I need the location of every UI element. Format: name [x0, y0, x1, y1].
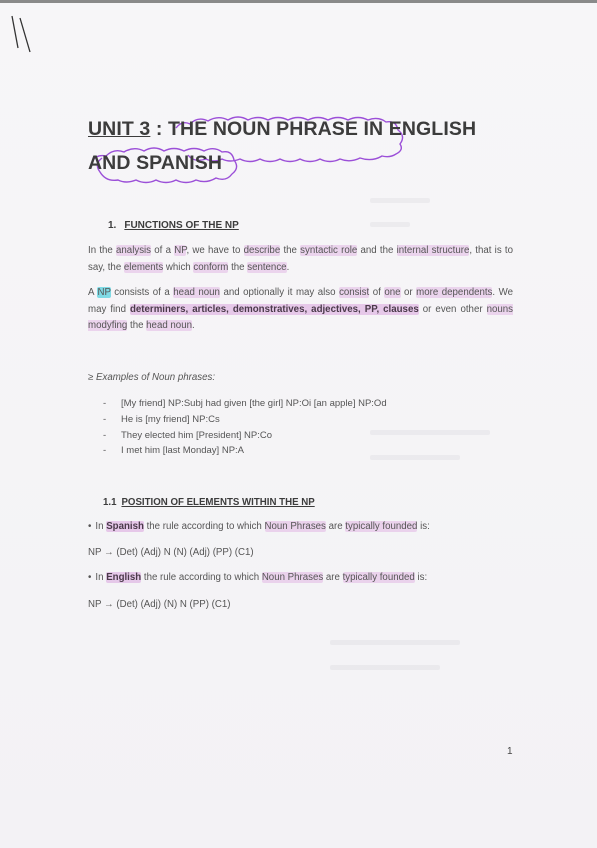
highlight-nouns-modifying: nouns modyfing [88, 303, 514, 331]
text-run: . [286, 261, 290, 273]
spanish-formula: NP → (Det) (Adj) N (N) (Adj) (PP) (C1) [88, 547, 254, 558]
english-formula: NP → (Det) (Adj) (N) N (PP) (C1) [88, 599, 231, 610]
highlight-np: NP [174, 245, 187, 256]
title-colon: : [150, 118, 168, 140]
text-run: . [191, 320, 195, 331]
text-run: In the [88, 245, 117, 256]
text-run: A [88, 287, 98, 298]
highlight-english: English [106, 572, 142, 583]
text-run: are [323, 572, 343, 583]
list-item [103, 412, 387, 428]
section-title: FUNCTIONS OF THE NP [124, 220, 239, 231]
text-run: the [127, 320, 147, 331]
text-run: are [325, 521, 346, 532]
unit-number: UNIT 3 [88, 118, 151, 140]
bullet-icon: • [88, 521, 92, 532]
text-run: of a [151, 245, 175, 256]
text-run: of [369, 287, 385, 298]
bleed-through-mark [370, 430, 490, 435]
text-run: and the [357, 245, 397, 256]
text-run: . We may find [88, 287, 513, 315]
text-run: and optionally it may also [219, 287, 340, 298]
highlight-analysis: analysis [116, 245, 152, 256]
highlight-sentence: sentence [247, 261, 287, 273]
highlight-consist: consist [339, 287, 370, 298]
highlight-noun-phrases: Noun Phrases [261, 572, 324, 583]
subsection-title: POSITION OF ELEMENTS WITHIN THE NP [121, 497, 315, 508]
section-number: 1. [108, 220, 117, 231]
text-run: , that is to say, the [88, 245, 513, 273]
examples-heading: ≥ Examples of Noun phrases: [88, 372, 216, 383]
highlight-conform: conform [193, 261, 229, 273]
highlight-one: one [384, 287, 401, 298]
pen-mark-icon [8, 12, 38, 54]
list-item [103, 396, 387, 412]
text-run: which [163, 261, 194, 273]
list-item [103, 428, 387, 444]
bleed-through-mark [330, 665, 440, 670]
subsection-number: 1.1 [103, 497, 117, 508]
highlight-noun-phrases: Noun Phrases [264, 521, 326, 532]
paragraph-np-definition [88, 285, 513, 335]
text-run: or even other [418, 303, 487, 315]
highlight-spanish: Spanish [106, 521, 144, 532]
example-text: They elected him [President] NP:Co [121, 429, 273, 441]
text-run: the [280, 245, 301, 256]
text-run: , we have to [186, 245, 244, 256]
title-line-2: AND SPANISH [88, 152, 223, 174]
dash-bullet: - [103, 445, 107, 457]
bullet-icon: • [88, 572, 92, 583]
highlight-np-cyan: NP [97, 287, 111, 298]
text-run: or [400, 287, 417, 298]
text-run: the rule according to which [141, 572, 262, 583]
bleed-through-mark [370, 222, 410, 227]
highlight-syntactic-role: syntactic role [300, 245, 358, 256]
highlight-typically-founded: typically founded [345, 521, 418, 532]
page-number: 1 [507, 746, 513, 757]
dash-bullet: - [103, 429, 107, 441]
english-rule-intro [88, 572, 427, 583]
highlight-internal-structure: internal structure [396, 245, 470, 256]
text-run: the [228, 261, 248, 273]
section-heading-functions [108, 220, 239, 231]
bleed-through-mark [370, 198, 430, 203]
text-run: consists of a [110, 287, 174, 298]
highlight-more-dependents: more dependents [416, 287, 493, 298]
paragraph-analysis [88, 243, 513, 276]
spanish-rule-intro [88, 521, 430, 532]
text-run: In [95, 572, 107, 583]
example-text: [My friend] NP:Subj had given [the girl] NP:Oi [an apple] NP:Od [121, 398, 387, 409]
highlight-typically-founded: typically founded [342, 572, 415, 583]
dash-bullet: - [103, 413, 107, 425]
highlight-describe: describe [243, 245, 281, 256]
highlight-head-noun-2: head noun [146, 320, 192, 331]
list-item [103, 443, 387, 459]
text-run: the rule according to which [143, 521, 265, 532]
top-edge-rule [0, 0, 597, 3]
text-run: is: [414, 572, 428, 583]
bleed-through-mark [330, 640, 460, 645]
text-run: is: [417, 521, 430, 532]
section-heading-position [103, 497, 315, 508]
highlight-elements: elements [123, 261, 164, 273]
highlight-head-noun: head noun [173, 287, 220, 298]
example-text: He is [my friend] NP:Cs [121, 413, 220, 425]
text-run: In [95, 521, 107, 532]
highlight-determiners-list: determiners, articles, demonstratives, adjectives, PP, clauses [130, 303, 419, 315]
examples-list [103, 396, 387, 459]
dash-bullet: - [103, 398, 107, 409]
example-text: I met him [last Monday] NP:A [121, 445, 245, 457]
title-line-1: THE NOUN PHRASE IN ENGLISH [168, 118, 477, 140]
